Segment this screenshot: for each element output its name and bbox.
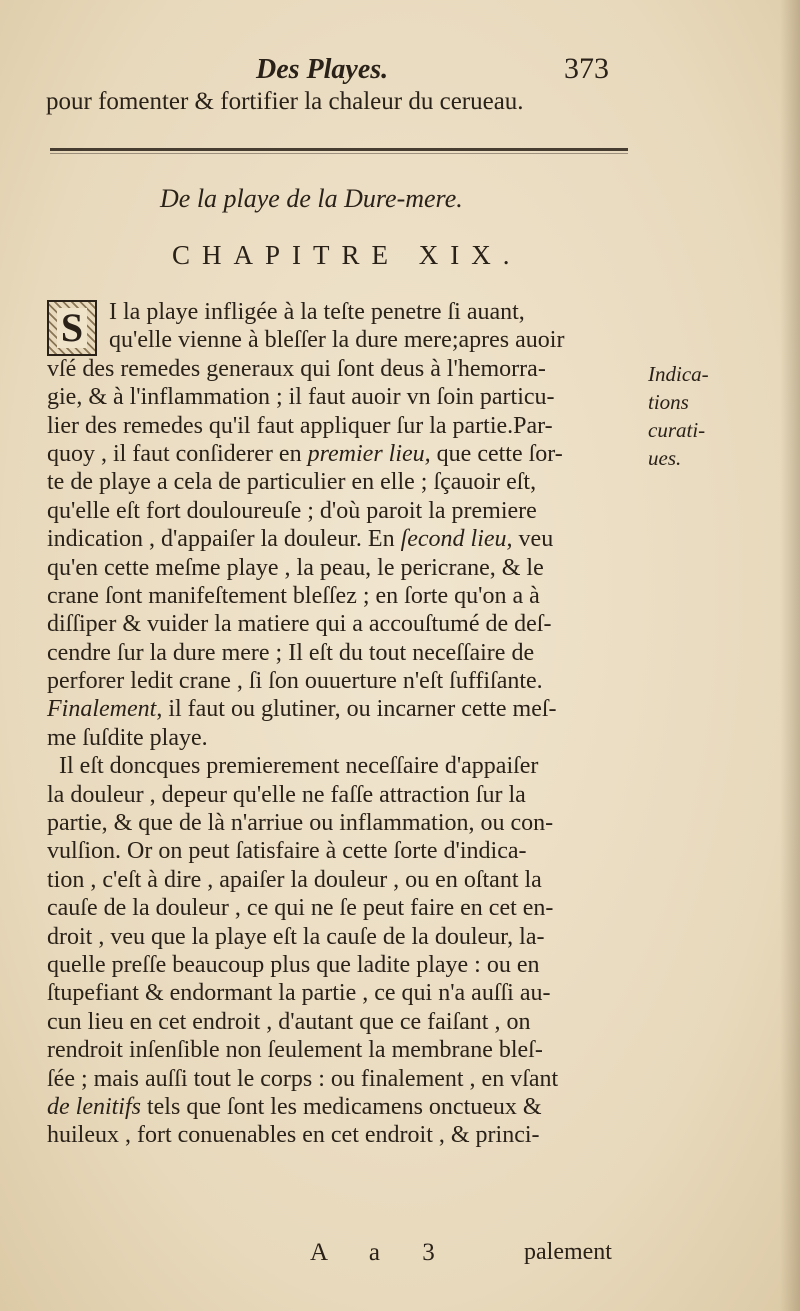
text-line: lier des remedes qu'il faut appliquer ſur la partie.Par- bbox=[47, 412, 553, 439]
text-line: perforer ledit crane , ſi ſon ouuerture n'eſt ſuffiſante. bbox=[47, 668, 543, 695]
text-segment: tels que ſont les medicamens onctueux & bbox=[140, 1093, 542, 1120]
text-line: qu'elle vienne à bleſſer la dure mere;apres auoir bbox=[109, 327, 565, 354]
margin-note-line: Indica- bbox=[648, 362, 709, 386]
section-title: De la playe de la Dure-mere. bbox=[160, 184, 463, 213]
text-line: quelle preſſe beaucoup plus que ladite playe : ou en bbox=[47, 951, 540, 978]
margin-note bbox=[648, 360, 778, 472]
text-segment: veu bbox=[512, 526, 554, 553]
italic-phrase: ſecond lieu, bbox=[400, 526, 513, 553]
text-line bbox=[47, 1093, 627, 1121]
carry-over-line: pour fomenter & fortifier la chaleur du cerueau. bbox=[46, 88, 524, 115]
text-line: te de playe a cela de particulier en elle ; ſçauoir eſt, bbox=[47, 469, 537, 496]
running-title: Des Playes. bbox=[256, 54, 389, 85]
text-line: droit , veu que la playe eſt la cauſe de la douleur, la- bbox=[47, 923, 545, 950]
text-line: Il eſt doncques premierement neceſſaire d'appaiſer bbox=[59, 753, 539, 780]
text-line: vulſion. Or on peut ſatisfaire à cette ſorte d'indica- bbox=[47, 838, 527, 865]
body-text bbox=[47, 298, 627, 1150]
text-line: ſtupefiant & endormant la partie , ce qui n'a auſſi au- bbox=[47, 980, 551, 1007]
text-segment: , il faut ou glutiner, ou incarner cette meſ- bbox=[156, 696, 557, 723]
text-line bbox=[47, 695, 627, 723]
page-number: 373 bbox=[564, 52, 609, 85]
margin-note-line: ues. bbox=[648, 446, 682, 470]
section-rule-thin bbox=[50, 153, 628, 154]
section-rule bbox=[50, 148, 628, 151]
text-line: vſé des remedes generaux qui ſont deus à l'hemorra- bbox=[47, 355, 546, 382]
text-line: ſée ; mais auſſi tout le corps : ou finalement , en vſant bbox=[47, 1065, 559, 1092]
drop-cap-letter: S bbox=[57, 308, 87, 348]
text-line: cendre ſur la dure mere ; Il eſt du tout neceſſaire de bbox=[47, 639, 535, 666]
text-segment: En bbox=[361, 526, 401, 553]
text-line bbox=[47, 440, 627, 468]
text-line: partie, & que de là n'arriue ou inflammation, ou con- bbox=[47, 810, 554, 837]
italic-phrase: Finalement bbox=[47, 696, 157, 723]
chapter-heading: CHAPITRE XIX. bbox=[172, 240, 522, 270]
text-line: cauſe de la douleur , ce qui ne ſe peut faire en cet en- bbox=[47, 895, 554, 922]
italic-phrase: premier lieu, bbox=[307, 440, 431, 467]
text-line bbox=[47, 525, 627, 553]
text-line: la douleur , depeur qu'elle ne faſſe attraction ſur la bbox=[47, 781, 526, 808]
text-line: I la playe infligée à la teſte penetre ſi auant, bbox=[109, 299, 525, 325]
text-line: diſſiper & vuider la matiere qui a accouſtumé de deſ- bbox=[47, 611, 552, 638]
text-line: tion , c'eſt à dire , apaiſer la douleur , ou en oſtant la bbox=[47, 866, 542, 893]
text-line: qu'en cette meſme playe , la peau, le pericrane, & le bbox=[47, 554, 544, 581]
page-edge-shadow bbox=[780, 0, 800, 1311]
text-line: qu'elle eſt fort douloureuſe ; d'où paroit la premiere bbox=[47, 497, 537, 524]
text-segment: indication , d'appaiſer la douleur. bbox=[47, 526, 362, 553]
text-segment: quoy , il faut conſiderer en bbox=[47, 440, 308, 467]
text-line: rendroit inſenſible non ſeulement la membrane bleſ- bbox=[47, 1037, 543, 1064]
margin-note-line: curati- bbox=[648, 418, 706, 442]
italic-phrase: de lenitifs bbox=[47, 1093, 141, 1120]
text-line: cun lieu en cet endroit , d'autant que ce faiſant , on bbox=[47, 1008, 531, 1035]
text-segment: que cette ſor- bbox=[430, 440, 563, 467]
text-line: me ſuſdite playe. bbox=[47, 724, 208, 751]
signature-mark: A a 3 bbox=[310, 1239, 453, 1266]
margin-note-line: tions bbox=[648, 390, 689, 414]
running-head bbox=[46, 48, 646, 88]
text-line: gie, & à l'inflammation ; il faut auoir vn ſoin particu- bbox=[47, 384, 555, 411]
text-line: huileux , fort conuenables en cet endroit , & princi- bbox=[47, 1122, 540, 1149]
text-line: crane ſont manifeſtement bleſſez ; en ſorte qu'on a à bbox=[47, 582, 540, 609]
catchword: palement bbox=[524, 1239, 612, 1265]
